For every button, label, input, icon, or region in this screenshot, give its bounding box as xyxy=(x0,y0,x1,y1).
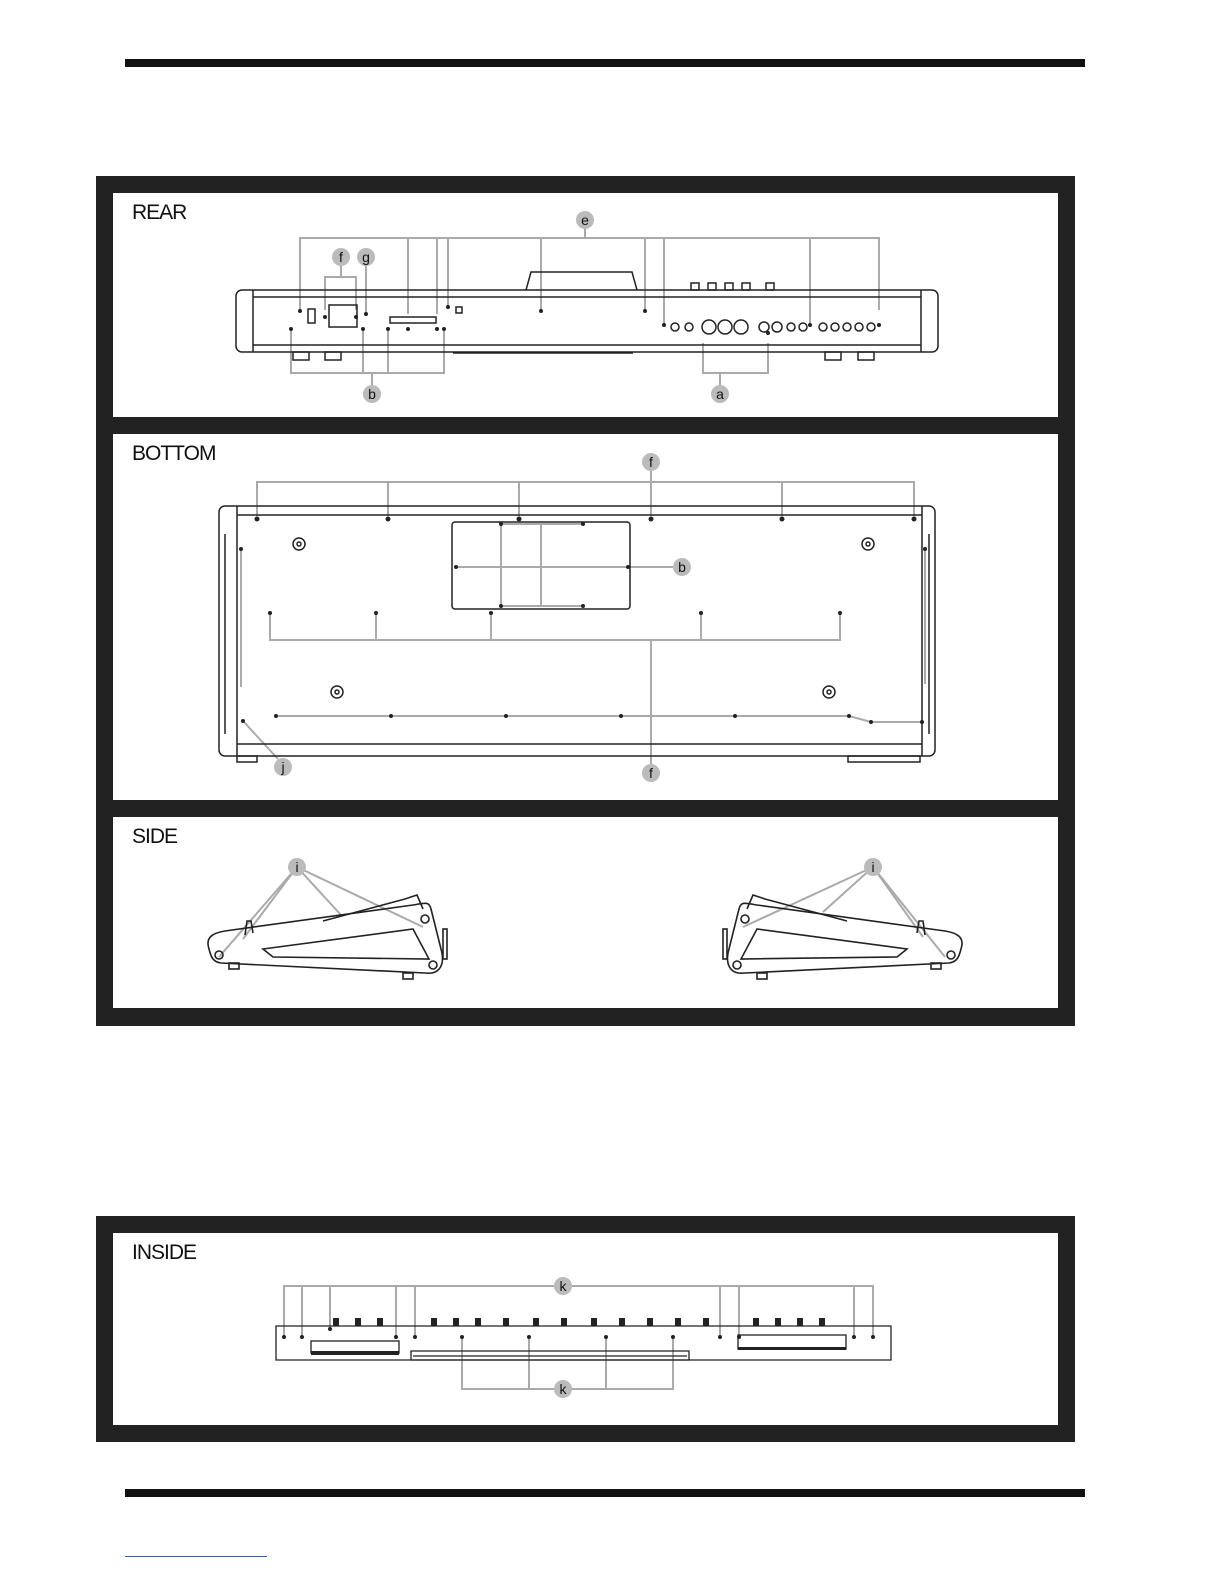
callout-b xyxy=(363,385,381,403)
inside-title: INSIDE xyxy=(132,1241,197,1264)
callout-b-label: b xyxy=(368,386,376,402)
callout-f-bottom-label: f xyxy=(649,765,653,781)
rear-panel xyxy=(113,193,1058,417)
callout-k-top-label: k xyxy=(559,1278,567,1294)
callout-k-top xyxy=(554,1277,572,1295)
callout-j-label: j xyxy=(281,759,285,775)
rear-title: REAR xyxy=(132,201,187,224)
bottom-title: BOTTOM xyxy=(132,442,216,465)
callout-f-top-label: f xyxy=(649,454,653,470)
callout-i-left xyxy=(288,858,306,876)
callout-a-label: a xyxy=(716,386,724,402)
footer-link-underline[interactable] xyxy=(125,1556,267,1557)
callout-i-right-label: i xyxy=(871,859,875,875)
bottom-diagram xyxy=(113,434,1058,800)
side-diagram xyxy=(113,817,1058,1008)
callout-f-top xyxy=(642,453,660,471)
callout-i-right xyxy=(864,858,882,876)
callout-j xyxy=(274,758,292,776)
callout-i-left-label: i xyxy=(295,859,299,875)
main-figure-frame xyxy=(96,176,1075,1026)
bottom-panel xyxy=(113,434,1058,800)
callout-a xyxy=(711,385,729,403)
callout-e xyxy=(576,211,594,229)
callout-g-label: g xyxy=(362,249,370,265)
top-rule xyxy=(125,59,1085,67)
side-title: SIDE xyxy=(132,825,178,848)
callout-f xyxy=(332,248,350,266)
callout-k-bottom-label: k xyxy=(559,1381,567,1397)
inside-panel xyxy=(113,1233,1058,1425)
side-panel xyxy=(113,817,1058,1008)
callout-b xyxy=(673,558,691,576)
callout-b-label: b xyxy=(678,559,686,575)
callout-f-bottom xyxy=(642,764,660,782)
callout-k-bottom xyxy=(554,1380,572,1398)
callout-g xyxy=(357,248,375,266)
inside-diagram xyxy=(113,1233,1058,1425)
inside-figure-frame xyxy=(96,1216,1075,1442)
bottom-rule xyxy=(125,1489,1085,1497)
callout-f-label: f xyxy=(339,249,343,265)
callout-e-label: e xyxy=(581,212,589,228)
rear-diagram xyxy=(113,193,1058,417)
